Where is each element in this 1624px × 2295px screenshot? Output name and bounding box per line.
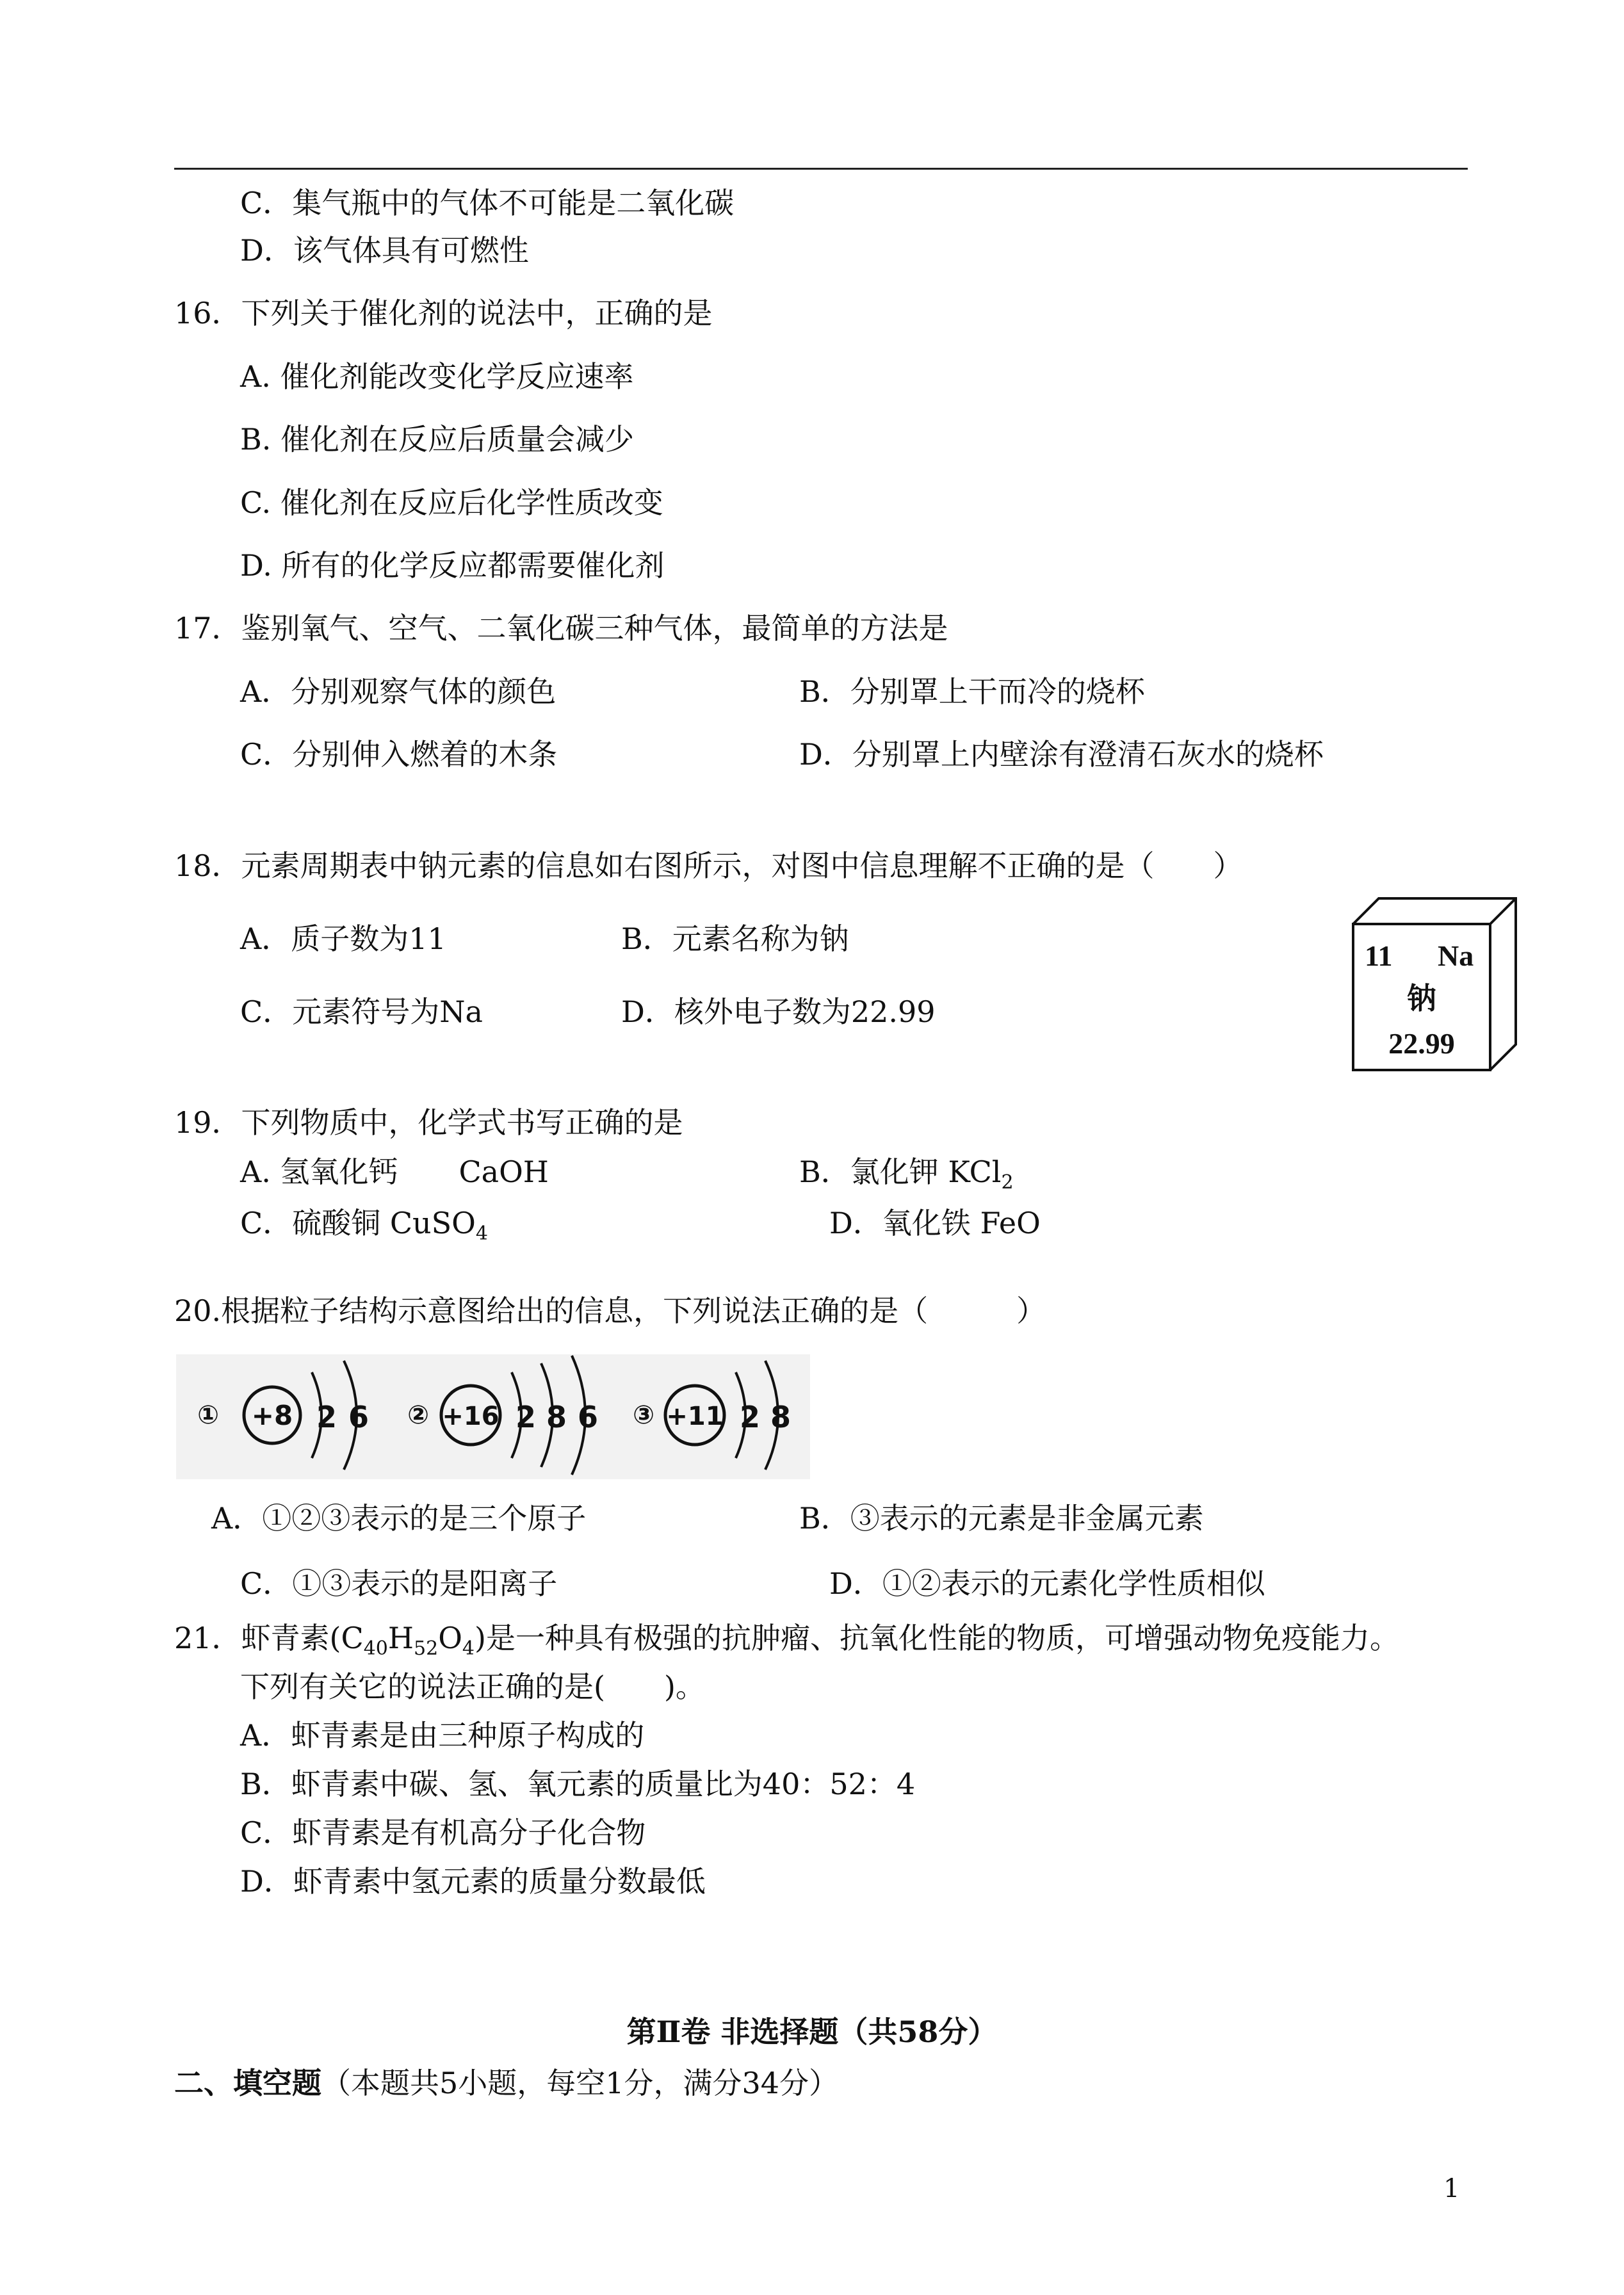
q19-option-c bbox=[240, 1205, 488, 1245]
q16-option-a: A. 催化剂能改变化学反应速率 bbox=[240, 359, 634, 394]
header-rule bbox=[174, 168, 1468, 170]
q19-b-subscript: 2 bbox=[1001, 1171, 1014, 1194]
atom1-shell-2: 6 bbox=[348, 1400, 369, 1434]
q19-a-formula: CaOH bbox=[459, 1155, 549, 1189]
q19-option-b bbox=[799, 1154, 1014, 1194]
page-number: 1 bbox=[1443, 2174, 1460, 2203]
q18-option-b: B．元素名称为钠 bbox=[621, 921, 849, 956]
atom3-marker: ③ bbox=[633, 1400, 654, 1430]
q19-d-formula: FeO bbox=[980, 1206, 1041, 1240]
atom3-shell-1: 2 bbox=[739, 1400, 761, 1434]
q21-option-a: A．虾青素是由三种原子构成的 bbox=[240, 1718, 645, 1753]
q16-option-c: C. 催化剂在反应后化学性质改变 bbox=[240, 485, 663, 520]
q21-option-b: B．虾青素中碳、氢、氧元素的质量比为40：52：4 bbox=[240, 1767, 916, 1801]
q19-c-formula: CuSO bbox=[389, 1206, 476, 1240]
q18-stem: 18．元素周期表中钠元素的信息如右图所示，对图中信息理解不正确的是（ ） bbox=[174, 848, 1243, 883]
q20-option-b: B．③表示的元素是非金属元素 bbox=[799, 1501, 1204, 1536]
cell-element-name: 钠 bbox=[1407, 981, 1436, 1016]
q20-option-a: A．①②③表示的是三个原子 bbox=[211, 1501, 587, 1536]
q21-sub-oxygen: 4 bbox=[462, 1637, 475, 1660]
q16-option-b: B. 催化剂在反应后质量会减少 bbox=[240, 422, 635, 457]
q18-option-a: A．质子数为11 bbox=[240, 921, 446, 956]
q18-option-c: C．元素符号为Na bbox=[240, 994, 483, 1029]
atom2-nucleus: +16 bbox=[442, 1402, 499, 1431]
q20-stem: 20.根据粒子结构示意图给出的信息，下列说法正确的是（ ） bbox=[174, 1293, 1046, 1328]
periodic-cell-sodium bbox=[1348, 893, 1521, 1076]
q21-hydrogen: H bbox=[387, 1621, 414, 1655]
q21-option-d: D．虾青素中氢元素的质量分数最低 bbox=[240, 1864, 706, 1899]
q15-option-d: D．该气体具有可燃性 bbox=[240, 233, 529, 268]
q17-stem: 17．鉴别氧气、空气、二氧化碳三种气体，最简单的方法是 bbox=[174, 611, 948, 645]
q15-option-c: C．集气瓶中的气体不可能是二氧化碳 bbox=[240, 186, 735, 220]
atom1-nucleus: +8 bbox=[251, 1400, 293, 1431]
q16-stem: 16．下列关于催化剂的说法中，正确的是 bbox=[174, 296, 713, 330]
atom3-nucleus: +11 bbox=[666, 1402, 724, 1431]
atom-diagram-3 bbox=[633, 1361, 791, 1470]
atom1-shell-1: 2 bbox=[316, 1400, 337, 1434]
q19-option-d bbox=[829, 1205, 1041, 1241]
q18-option-d: D．核外电子数为22.99 bbox=[621, 994, 936, 1029]
q21-option-c: C．虾青素是有机高分子化合物 bbox=[240, 1815, 646, 1850]
q21-stem-start: 21．虾青素(C bbox=[174, 1621, 364, 1655]
q19-stem: 19．下列物质中，化学式书写正确的是 bbox=[174, 1105, 683, 1140]
q20-option-c: C．①③表示的是阳离子 bbox=[240, 1566, 558, 1601]
atom2-shell-1: 2 bbox=[515, 1400, 537, 1434]
q21-sub-carbon: 40 bbox=[363, 1637, 388, 1660]
q21-oxygen: O bbox=[438, 1621, 462, 1655]
q21-stem bbox=[174, 1620, 1399, 1660]
cell-atomic-number: 11 bbox=[1365, 939, 1393, 972]
q17-option-a: A．分别观察气体的颜色 bbox=[240, 674, 556, 709]
q17-option-d: D．分别罩上内壁涂有澄清石灰水的烧杯 bbox=[799, 737, 1324, 772]
cell-symbol: Na bbox=[1438, 939, 1474, 972]
q17-option-c: C．分别伸入燃着的木条 bbox=[240, 737, 558, 772]
q21-stem-end: )是一种具有极强的抗肿瘤、抗氧化性能的物质，可增强动物免疫能力。 bbox=[475, 1621, 1399, 1655]
q17-option-b: B．分别罩上干而冷的烧杯 bbox=[799, 674, 1145, 709]
q20-option-d: D．①②表示的元素化学性质相似 bbox=[829, 1566, 1265, 1601]
q19-option-a bbox=[240, 1154, 549, 1190]
q21-stem-line2: 下列有关它的说法正确的是( )。 bbox=[240, 1669, 705, 1704]
q19-a-label: A. 氢氧化钙 bbox=[240, 1155, 398, 1189]
fill-in-description: （本题共5小题，每空1分，满分34分） bbox=[321, 2066, 839, 2100]
atom2-shell-3: 6 bbox=[577, 1400, 599, 1434]
fill-in-heading bbox=[174, 2065, 838, 2101]
atom3-shell-2: 8 bbox=[770, 1400, 792, 1434]
q19-d-label: D．氧化铁 bbox=[829, 1206, 971, 1240]
atom2-shell-2: 8 bbox=[546, 1400, 567, 1434]
q19-c-label: C．硫酸铜 bbox=[240, 1206, 381, 1240]
atom1-marker: ① bbox=[197, 1400, 219, 1430]
q19-b-formula: KCl bbox=[948, 1155, 1002, 1189]
q19-c-subscript: 4 bbox=[475, 1222, 488, 1245]
q19-b-label: B．氯化钾 bbox=[799, 1155, 939, 1189]
atomic-structure-diagrams bbox=[176, 1354, 810, 1479]
atom-diagram-1 bbox=[197, 1361, 369, 1470]
q21-sub-hydrogen: 52 bbox=[414, 1637, 439, 1660]
cell-atomic-mass: 22.99 bbox=[1388, 1027, 1455, 1060]
atom-diagram-2 bbox=[407, 1356, 598, 1475]
atom2-marker: ② bbox=[407, 1400, 429, 1430]
q16-option-d: D. 所有的化学反应都需要催化剂 bbox=[240, 548, 665, 583]
fill-in-title: 二、填空题 bbox=[174, 2066, 321, 2100]
section-title: 第Ⅱ卷 非选择题（共58分） bbox=[626, 2015, 998, 2049]
